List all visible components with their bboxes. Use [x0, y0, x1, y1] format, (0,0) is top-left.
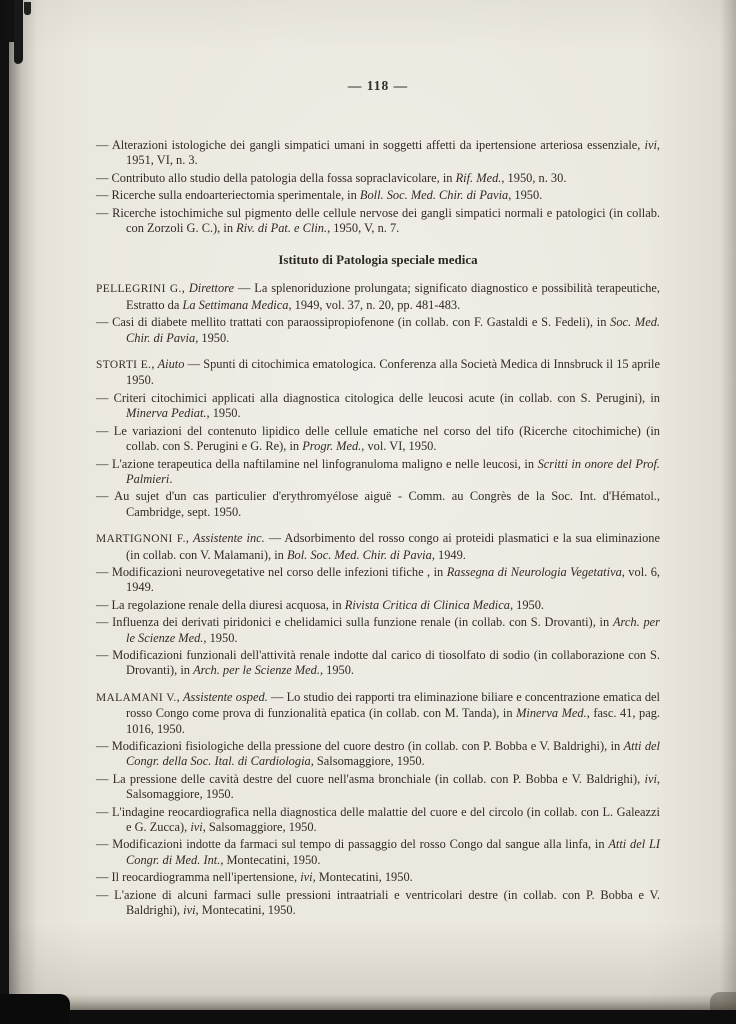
text-segment: , 1950. [203, 630, 238, 645]
text-segment: PELLEGRINI G. [96, 283, 182, 296]
text-segment: , 1950. [509, 597, 545, 612]
text-segment: Progr. Med. [302, 439, 362, 454]
text-segment: Arch. per le Scienze Med. [193, 663, 320, 678]
scan-left-edge-bar [0, 0, 9, 1024]
text-segment: — Adsorbimento del rosso congo ai proteidi plasmatici e la sua eliminazione (in collab. con V. Malamani), in [126, 531, 660, 562]
text-segment: — L'azione di alcuni farmaci sulle pressioni intraatriali e ventricolari destre (in collab. con P. Bobba e V. Baldrighi), [96, 887, 660, 918]
scan-right-edge-shadow [720, 0, 736, 1024]
text-segment: — Le variazioni del contenuto lipidico delle cellule ematiche nel corso del tifo (Ricerche citochimiche) (in collab. con S. Perugini e G. Re), in [96, 423, 660, 454]
text-segment: — Modificazioni fisiologiche della pressione del cuore destro (in collab. con P. Bobba e V. Baldrighi), in [96, 739, 624, 753]
text-segment: — Spunti di citochimica ematologica. Conferenza alla Società Medica di Innsbruck il 15 aprile 1950. [126, 357, 660, 388]
text-segment: — La pressione delle cavità destre del cuore nell'asma bronchiale (in collab. con P. Bobba e V. Baldrighi), [96, 771, 645, 786]
author-group-storti [96, 357, 660, 520]
text-segment: . [169, 471, 173, 486]
text-segment: — L'azione terapeutica della naftilamine nel linfogranuloma maligno e nelle leucosi, in [96, 456, 538, 471]
text-segment: , Salsomaggiore, 1950. [202, 820, 317, 835]
text-segment: , 1950. [206, 406, 241, 421]
text-segment: Bol. Soc. Med. Chir. di Pavia [286, 547, 432, 562]
author-group-martignoni [96, 531, 660, 679]
text-segment: , vol. VI, 1950. [361, 439, 437, 454]
text-segment: — Modificazioni indotte da farmaci sul tempo di passaggio del rosso Congo dal sangue alla linfa, in [96, 837, 609, 852]
bibliography-entry [96, 690, 660, 737]
text-segment: Atti del LI Congr. di Med. Int. [126, 837, 660, 867]
text-segment: , 1950. [195, 330, 230, 345]
bibliography-entry [96, 424, 660, 455]
text-segment: — Modificazioni funzionali dell'attività renale indotte dal carico di tiosolfato di sodio (in collaborazione con S. Drovanti), in [96, 647, 660, 678]
text-segment: Arch. per le Scienze Med. [126, 615, 661, 645]
author-group-pellegrini [96, 281, 660, 346]
bibliography-entry [96, 837, 660, 868]
bibliography-entry [96, 171, 660, 186]
text-segment: , Salsomaggiore, 1950. [310, 754, 425, 769]
text-segment: — Contributo allo studio della patologia della fossa sopraclavicolare, in [96, 170, 456, 185]
bibliography-entry [96, 489, 660, 520]
bibliography-entry [96, 457, 660, 488]
text-segment: , 1949, vol. 37, n. 20, pp. 481-483. [288, 297, 461, 312]
text-segment: Aiuto [157, 357, 185, 372]
text-segment: , Salsomaggiore, 1950. [126, 771, 660, 802]
text-segment: , [176, 689, 183, 704]
text-segment: , vol. 6, 1949. [126, 564, 660, 595]
bibliography-entry [96, 391, 660, 422]
text-segment: Minerva Med. [516, 706, 587, 721]
bibliography-entry [96, 805, 660, 836]
text-segment: , 1950, V, n. 7. [327, 221, 400, 236]
text-segment: — Influenza dei derivati piridonici e chelidamici sulla funzione renale (in collab. con S. Drovanti), in [96, 615, 613, 630]
section-heading: Istituto di Patologia speciale medica [278, 252, 478, 268]
text-segment: , [151, 357, 158, 372]
text-segment: ivi [300, 870, 313, 885]
bibliography-entry [96, 315, 660, 346]
scan-bottom-edge-bar [0, 1010, 736, 1024]
text-segment: Scritti in onore del Prof. Palmieri [126, 456, 660, 486]
bibliography-entry [96, 772, 660, 803]
text-segment: — Ricerche istochimiche sul pigmento delle cellule nervose dei gangli simpatici normali e patologici (in collab. con Zorzoli G. C.), in [96, 205, 660, 236]
bibliography-entry [96, 888, 660, 919]
bibliography-entry [96, 739, 660, 770]
text-segment: MALAMANI V. [96, 691, 177, 704]
text-segment: ivi [644, 138, 657, 152]
bibliography-entry [96, 281, 660, 313]
continuation-entry-list [96, 138, 660, 236]
bibliography-entry [96, 188, 660, 203]
text-segment: Boll. Soc. Med. Chir. di Pavia [359, 188, 509, 203]
bibliography-entry [96, 357, 660, 389]
bibliography-entry [96, 870, 660, 885]
scan-binding-mark-3 [24, 2, 31, 15]
text-segment: Assistente inc. [193, 531, 265, 546]
text-segment: — Alterazioni istologiche dei gangli simpatici umani in soggetti affetti da ipertensione arteriosa essenziale, [96, 138, 645, 152]
text-segment: STORTI E. [96, 359, 152, 372]
text-segment: ivi [190, 820, 203, 835]
bibliography-entry [96, 648, 660, 679]
text-segment: — Criteri citochimici applicati alla diagnostica citologica delle leucosi acute (in collab. con S. Perugini), in [96, 390, 660, 405]
text-segment: Riv. di Pat. e Clin. [236, 221, 328, 236]
bibliography-entry [96, 531, 660, 563]
bibliography-entry [96, 615, 660, 646]
text-segment: La Settimana Medica [182, 297, 289, 312]
text-segment: — Il reocardiogramma nell'ipertensione, [96, 870, 301, 885]
scan-gutter-shadow [9, 0, 37, 1024]
author-group-malamani [96, 690, 660, 919]
bibliography-entry [96, 206, 660, 237]
text-segment: , 1950. [508, 188, 543, 203]
text-segment: , 1951, VI, n. 3. [126, 138, 660, 168]
text-segment: Soc. Med. Chir. di Pavia [126, 315, 661, 345]
text-segment: , 1950. [319, 663, 355, 678]
text-segment: , Montecatini, 1950. [195, 903, 296, 918]
text-segment: — Ricerche sulla endoarteriectomia sperimentale, in [96, 188, 360, 203]
scan-binding-mark-2 [14, 0, 23, 64]
text-segment: Atti del Congr. della Soc. Ital. di Cardiologia [126, 739, 660, 769]
text-segment: — La regolazione renale della diuresi acquosa, in [96, 597, 345, 612]
text-segment: Minerva Pediat. [126, 406, 207, 421]
text-segment: , 1950, n. 30. [501, 170, 567, 185]
text-segment: , Montecatini, 1950. [312, 870, 413, 885]
page-content [96, 78, 660, 920]
text-segment: Assistente osped. [182, 689, 268, 704]
text-segment: MARTIGNONI F. [96, 533, 186, 546]
text-segment: Direttore [188, 281, 235, 296]
text-segment: — L'indagine reocardiografica nella diagnostica delle malattie del cuore e del circolo (in collab. con L. Galeazzi e G. Zucca), [96, 804, 660, 835]
page-number: — 118 — [347, 78, 409, 93]
text-segment: , 1949. [431, 547, 466, 562]
bibliography-entry [96, 598, 660, 613]
text-segment: , fasc. 41, pag. 1016, 1950. [126, 706, 660, 736]
text-segment: , Montecatini, 1950. [220, 852, 321, 867]
text-segment: Rassegna di Neurologia Vegetativa [446, 564, 622, 579]
text-segment: — Lo studio dei rapporti tra eliminazione biliare e concentrazione ematica del rosso Congo come prova di funzionalità epatica (in collab. con M. Tanda), in [126, 689, 660, 721]
text-segment: Rivista Critica di Clinica Medica [344, 597, 510, 612]
scan-bottom-left-corner [0, 994, 70, 1024]
text-segment: — Casi di diabete mellito trattati con paraossipropiofenone (in collab. con F. Gastaldi e S. Fedeli), in [96, 315, 611, 330]
text-segment: — Modificazioni neurovegetative nel corso delle infezioni tifiche , in [96, 564, 447, 579]
bibliography-entry [96, 138, 660, 169]
text-segment: — La splenoriduzione prolungata; significato diagnostico e possibilità terapeutiche, Estratto da [126, 281, 660, 312]
text-segment: Rif. Med. [455, 170, 502, 185]
text-segment: — Au sujet d'un cas particulier d'erythromyélose aiguë - Comm. au Congrès de la Soc. Int. d'Hématol., Cambridge, sept. 1950. [96, 489, 660, 519]
bibliography-entry [96, 565, 660, 596]
text-segment: ivi [183, 903, 196, 918]
text-segment: ivi [644, 771, 657, 786]
text-segment: , [185, 531, 193, 546]
text-segment: , [181, 281, 189, 296]
scan-bottom-shadow [0, 994, 736, 1010]
